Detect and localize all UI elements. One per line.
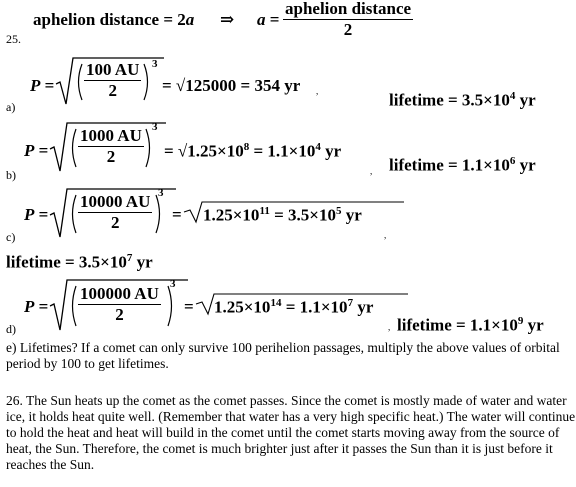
- part-b-exponent: 3: [152, 121, 158, 133]
- equals-sign: =: [38, 141, 49, 160]
- result-exponent-2: 5: [335, 205, 342, 217]
- result-exponent: 11: [259, 205, 270, 217]
- alpha-definition: [257, 10, 279, 30]
- lifetime-unit: yr: [136, 252, 153, 272]
- aphelion-equation-lhs: [33, 10, 194, 30]
- part-a-label: a): [6, 100, 16, 114]
- lifetime-text: lifetime = 1.1×10: [389, 155, 510, 175]
- comma: ,: [384, 230, 387, 240]
- part-e-text: e) Lifetimes? If a comet can only survive 100 perihelion passages, multiply the above values of orbital period by 100 to get lifetimes.: [6, 340, 560, 371]
- part-c-P: [24, 205, 48, 225]
- part-a-exponent: 3: [152, 58, 158, 70]
- result-base: = √1.25×10: [164, 141, 244, 161]
- comma: ,: [370, 166, 373, 176]
- fraction-numerator: 10000 AU: [80, 192, 151, 211]
- part-d-exponent: 3: [170, 278, 176, 290]
- equals-sign: =: [38, 297, 49, 316]
- lifetime-text: lifetime = 3.5×10: [6, 252, 127, 272]
- result-exponent: 8: [243, 141, 250, 153]
- lifetime-unit: yr: [519, 155, 536, 175]
- part-d-lifetime: [397, 315, 544, 336]
- fraction-numerator: 100 AU: [86, 60, 140, 79]
- fraction-numerator: 1000 AU: [80, 126, 142, 145]
- part-b-P: [24, 141, 48, 161]
- part-c-exponent: 3: [158, 187, 164, 199]
- result-unit: yr: [345, 205, 362, 225]
- part-d-result: [214, 297, 373, 318]
- aphelion-lhs-text: aphelion distance = 2: [33, 10, 186, 29]
- equals-sign: =: [38, 205, 49, 224]
- lifetime-unit: yr: [527, 315, 544, 335]
- part-a-fraction: [84, 60, 141, 101]
- part-b-label: b): [6, 168, 16, 182]
- result-exponent: 14: [270, 297, 282, 309]
- result-unit: yr: [325, 141, 342, 161]
- result-value: = 1.1×10: [253, 141, 316, 161]
- comma: ,: [388, 322, 391, 332]
- comma: ,: [316, 86, 319, 96]
- period-symbol: P: [24, 205, 35, 224]
- fraction-denominator: 2: [78, 146, 144, 167]
- part-b-result: [164, 141, 341, 162]
- part-c-result: [203, 205, 362, 226]
- lifetime-exponent: 7: [126, 252, 133, 264]
- problem-26-text: 26. The Sun heats up the comet as the comet passes. Since the comet is mostly made of water and water ice, it holds heat quite well. (Remember that water has a very high specific heat.) The water will continue to hold the heat and heat will build in the comet until the comet starts moving away from the source of heat, the Sun. Therefore, the comet is much brighter just after it passes the Sun than it is just before it reaches the Sun.: [6, 393, 576, 472]
- result-value: = 3.5×10: [274, 205, 336, 225]
- part-d-label: d): [6, 322, 16, 336]
- part-c-lifetime: [6, 252, 153, 273]
- fraction-denominator: 2: [283, 19, 413, 40]
- part-b-fraction: [78, 126, 144, 167]
- part-c-fraction: [78, 192, 152, 233]
- part-c-eq2: =: [172, 205, 182, 224]
- part-a-lifetime: [389, 90, 536, 111]
- fraction-denominator: 2: [78, 212, 152, 233]
- result-exponent-2: 4: [315, 141, 321, 153]
- lifetime-unit: yr: [519, 90, 536, 110]
- fraction-numerator: aphelion distance: [285, 0, 412, 18]
- lifetime-text: lifetime = 1.1×10: [397, 315, 518, 335]
- part-d-fraction: [78, 284, 161, 325]
- lifetime-text: lifetime = 3.5×10: [389, 90, 510, 110]
- lifetime-exponent: 9: [517, 315, 524, 327]
- part-c-label: c): [6, 230, 16, 244]
- fraction-numerator: 100000 AU: [80, 284, 159, 303]
- fraction-denominator: 2: [84, 80, 141, 101]
- part-b-lifetime: [389, 155, 536, 176]
- equals-sign: =: [44, 76, 55, 95]
- part-a-result: = √125000 = 354 yr: [162, 76, 301, 95]
- fraction-denominator: 2: [78, 304, 161, 325]
- period-symbol: P: [30, 76, 41, 95]
- result-exponent-2: 7: [347, 297, 354, 309]
- period-symbol: P: [24, 297, 35, 316]
- part-a-P: [30, 76, 54, 96]
- equals-sign: =: [269, 10, 280, 29]
- part-d-P: [24, 297, 48, 317]
- part-d-eq2: =: [184, 297, 194, 316]
- result-base: 1.25×10: [203, 205, 260, 225]
- result-unit: yr: [357, 297, 374, 317]
- implies-arrow: ⇒: [220, 10, 235, 29]
- aphelion-fraction: [283, 0, 413, 40]
- result-base: 1.25×10: [214, 297, 271, 317]
- lifetime-exponent: 6: [509, 155, 516, 167]
- result-value: = 1.1×10: [285, 297, 348, 317]
- lifetime-exponent: 4: [509, 90, 516, 102]
- problem-number: 25.: [6, 32, 21, 46]
- period-symbol: P: [24, 141, 35, 160]
- alpha-symbol-2: a: [257, 10, 266, 29]
- alpha-symbol: a: [185, 10, 195, 29]
